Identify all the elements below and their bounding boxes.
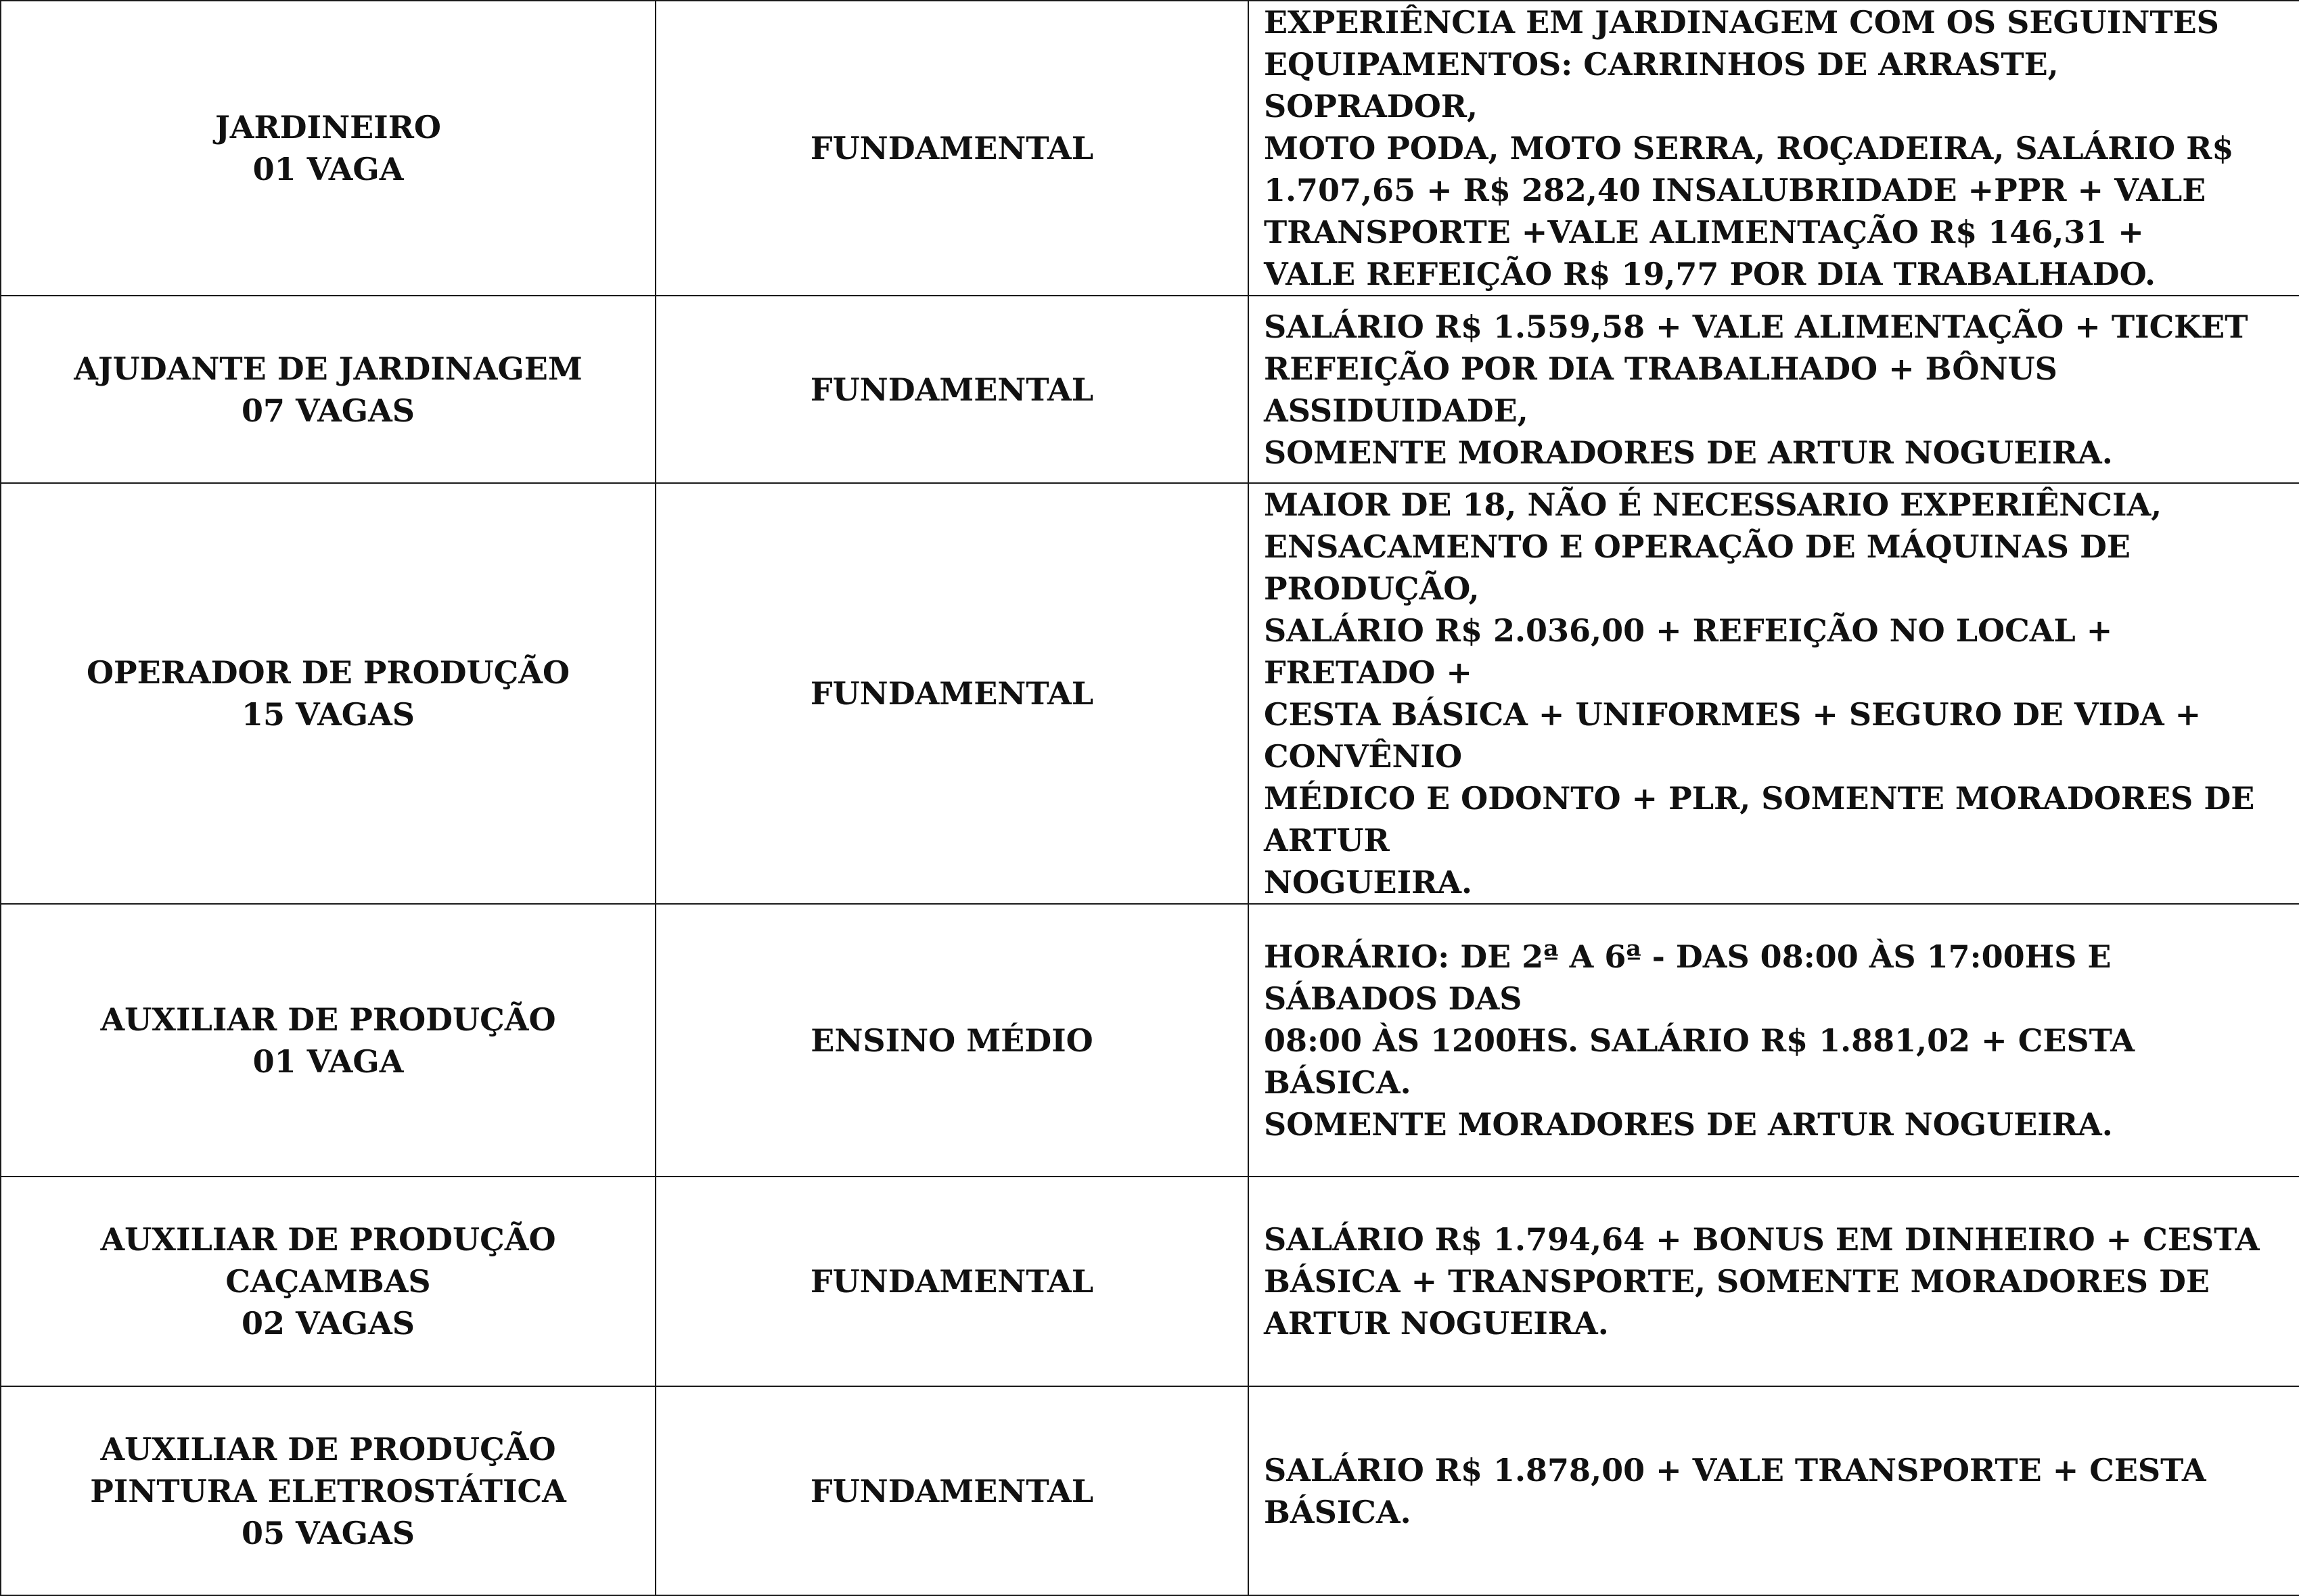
job-subtitle: PINTURA ELETROSTÁTICA bbox=[90, 1472, 566, 1509]
job-title: OPERADOR DE PRODUÇÃO bbox=[86, 654, 570, 691]
vacancy-count: 05 VAGAS bbox=[241, 1514, 415, 1551]
vacancy-count: 07 VAGAS bbox=[241, 392, 415, 429]
job-title-cell bbox=[1, 1177, 656, 1386]
description-cell: MAIOR DE 18, NÃO É NECESSARIO EXPERIÊNCIA, ENSACAMENTO E OPERAÇÃO DE MÁQUINAS DE PRODUÇÃO, SALÁRIO R$ 2.036,00 + REFEIÇÃO NO LOCAL + FRETADO + CESTA BÁSICA + UNIFORMES + SEGURO DE VIDA + CONVÊNIO MÉDICO E ODONTO + PLR, SOMENTE MORADORES DE ARTUR NOGUEIRA. bbox=[1248, 483, 2299, 904]
vacancy-count: 02 VAGAS bbox=[241, 1305, 415, 1342]
job-title: AUXILIAR DE PRODUÇÃO bbox=[100, 1221, 556, 1258]
description-cell: HORÁRIO: DE 2ª A 6ª - DAS 08:00 ÀS 17:00HS E SÁBADOS DAS 08:00 ÀS 1200HS. SALÁRIO R$ 1.881,02 + CESTA BÁSICA. SOMENTE MORADORES DE ARTUR NOGUEIRA. bbox=[1248, 904, 2299, 1177]
job-title-cell bbox=[1, 483, 656, 904]
table-row bbox=[1, 1386, 2299, 1595]
job-title: AUXILIAR DE PRODUÇÃO bbox=[100, 1001, 556, 1038]
job-title-cell bbox=[1, 1386, 656, 1595]
table-row bbox=[1, 296, 2299, 483]
table-row bbox=[1, 1, 2299, 296]
table-row bbox=[1, 483, 2299, 904]
education-cell: FUNDAMENTAL bbox=[656, 1, 1248, 296]
description-cell: EXPERIÊNCIA EM JARDINAGEM COM OS SEGUINTES EQUIPAMENTOS: CARRINHOS DE ARRASTE, SOPRADOR, MOTO PODA, MOTO SERRA, ROÇADEIRA, SALÁRIO R$ 1.707,65 + R$ 282,40 INSALUBRIDADE +PPR + VALE TRANSPORTE +VALE ALIMENTAÇÃO R$ 146,31 + VALE REFEIÇÃO R$ 19,77 POR DIA TRABALHADO. bbox=[1248, 1, 2299, 296]
job-title-cell bbox=[1, 904, 656, 1177]
description-cell: SALÁRIO R$ 1.878,00 + VALE TRANSPORTE + CESTA BÁSICA. bbox=[1248, 1386, 2299, 1595]
job-title-cell bbox=[1, 1, 656, 296]
education-cell: FUNDAMENTAL bbox=[656, 296, 1248, 483]
job-title-cell bbox=[1, 296, 656, 483]
table-row bbox=[1, 904, 2299, 1177]
table-row bbox=[1, 1177, 2299, 1386]
description-cell: SALÁRIO R$ 1.559,58 + VALE ALIMENTAÇÃO + TICKET REFEIÇÃO POR DIA TRABALHADO + BÔNUS ASSIDUIDADE, SOMENTE MORADORES DE ARTUR NOGUEIRA. bbox=[1248, 296, 2299, 483]
job-title: AUXILIAR DE PRODUÇÃO bbox=[100, 1430, 556, 1467]
job-title: AJUDANTE DE JARDINAGEM bbox=[74, 350, 583, 387]
education-cell: FUNDAMENTAL bbox=[656, 483, 1248, 904]
education-cell: ENSINO MÉDIO bbox=[656, 904, 1248, 1177]
vacancy-count: 01 VAGA bbox=[252, 151, 404, 187]
vacancy-count: 01 VAGA bbox=[252, 1043, 404, 1080]
education-cell: FUNDAMENTAL bbox=[656, 1386, 1248, 1595]
job-subtitle: CAÇAMBAS bbox=[225, 1263, 431, 1300]
education-cell: FUNDAMENTAL bbox=[656, 1177, 1248, 1386]
job-title: JARDINEIRO bbox=[214, 109, 442, 145]
vacancy-count: 15 VAGAS bbox=[241, 696, 415, 733]
description-cell: SALÁRIO R$ 1.794,64 + BONUS EM DINHEIRO + CESTA BÁSICA + TRANSPORTE, SOMENTE MORADORES DE ARTUR NOGUEIRA. bbox=[1248, 1177, 2299, 1386]
